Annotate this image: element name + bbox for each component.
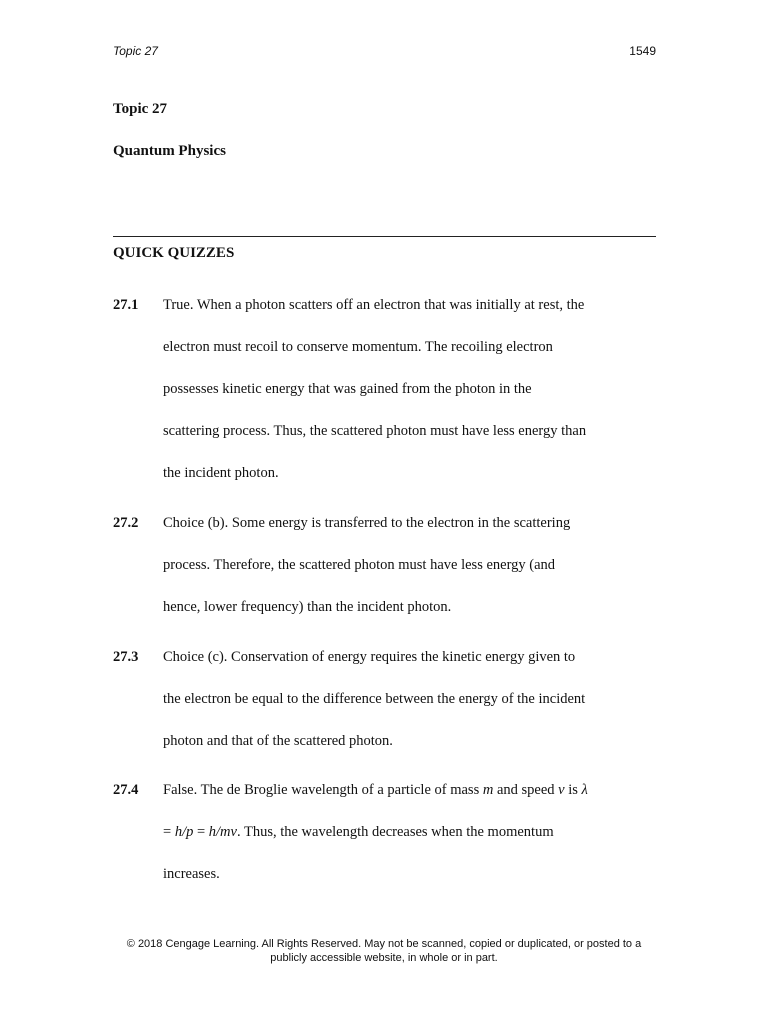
quiz-number: 27.4 [113,782,139,798]
math-expression: h/p [174,824,194,840]
footer-line: © 2018 Cengage Learning. All Rights Reserved. May not be scanned, copied or duplicated, or posted to a [126,938,642,950]
quiz-answer [163,284,658,494]
answer-line: photon and that of the scattered photon. [163,733,393,749]
answer-line: True. When a photon scatters off an electron that was initially at rest, the [163,297,585,313]
quiz-number: 27.2 [113,515,139,531]
footer-line: publicly accessible website, in whole or in part. [270,952,498,964]
math-variable: λ [581,782,588,798]
answer-line: the incident photon. [163,465,279,481]
answer-text: = [163,824,175,840]
answer-text: = [193,824,209,840]
answer-line: electron must recoil to conserve momentum. The recoiling electron [163,339,553,355]
answer-line: process. Therefore, the scattered photon must have less energy (and [163,557,556,573]
page-number: 1549 [629,44,656,58]
answer-text: and speed [493,782,559,798]
section-title: QUICK QUIZZES [113,245,235,261]
answer-line: Choice (b). Some energy is transferred to the electron in the scattering [163,515,571,531]
answer-line: the electron be equal to the difference between the energy of the incident [163,691,586,707]
quiz-number: 27.3 [113,649,139,665]
math-expression: h/mv [208,824,237,840]
quiz-answer [163,502,658,628]
topic-title: Quantum Physics [113,143,226,159]
answer-text: False. The de Broglie wavelength of a particle of mass [163,782,483,798]
math-variable: m [482,782,494,798]
quiz-answer [163,636,658,762]
answer-line: Choice (c). Conservation of energy requires the kinetic energy given to [163,649,576,665]
answer-line: hence, lower frequency) than the incident photon. [163,599,452,615]
answer-line [163,769,658,811]
copyright-footer [100,937,668,965]
answer-line [163,811,658,853]
topic-label: Topic 27 [113,101,168,117]
answer-text: is [564,782,582,798]
section-divider [113,236,656,237]
quiz-answer [163,769,658,895]
answer-text: . Thus, the wavelength decreases when the momentum [236,824,554,840]
header-topic: Topic 27 [113,44,158,58]
answer-line: possesses kinetic energy that was gained from the photon in the [163,381,532,397]
answer-line: increases. [163,866,220,882]
answer-line: scattering process. Thus, the scattered photon must have less energy than [163,423,587,439]
quiz-number: 27.1 [113,297,139,313]
math-variable: v [558,782,565,798]
